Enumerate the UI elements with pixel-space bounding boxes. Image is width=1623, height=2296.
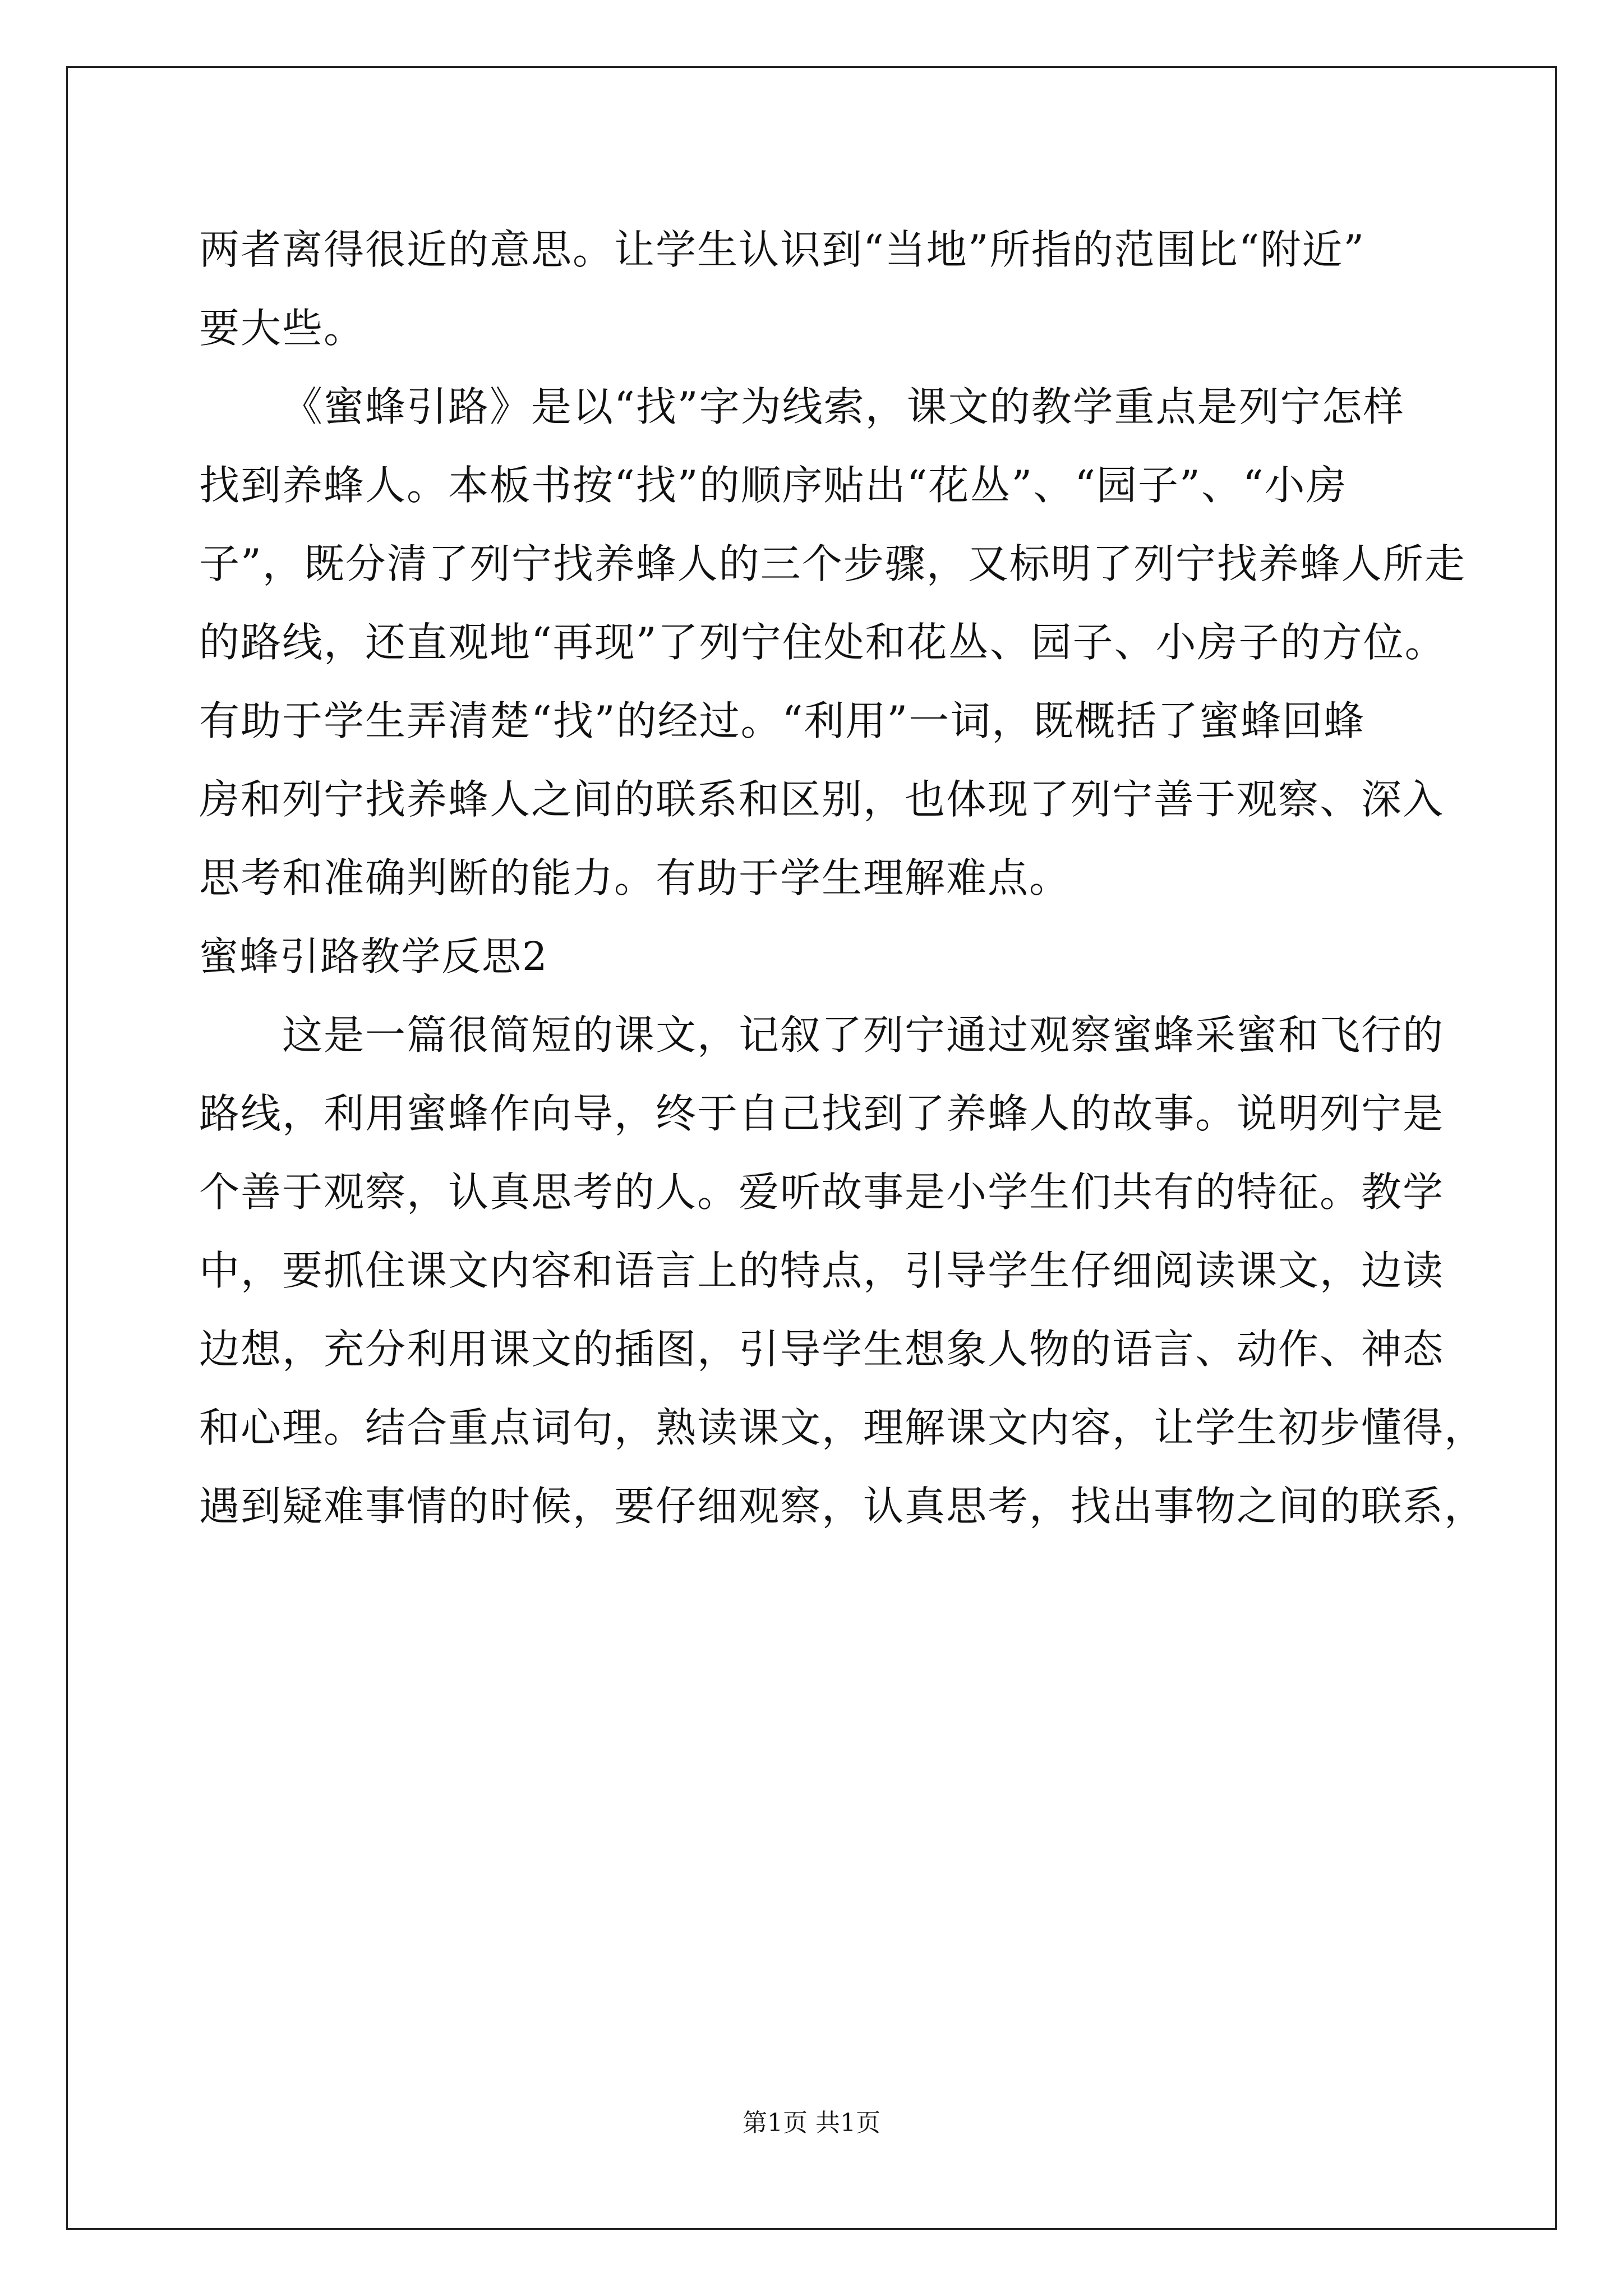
text-line: 的路线，还直观地“再现”了列宁住处和花丛、园子、小房子的方位。 — [199, 619, 1446, 666]
text-line: 找到养蜂人。本板书按“找”的顺序贴出“花丛”、“园子”、“小房 — [199, 462, 1348, 509]
text-line: 边想，充分利用课文的插图，引导学生想象人物的语言、动作、神态 — [199, 1326, 1445, 1373]
text-line: 个善于观察，认真思考的人。爱听故事是小学生们共有的特征。教学 — [199, 1168, 1445, 1216]
paragraph-start-line: 《蜜蜂引路》是以“找”字为线索，课文的教学重点是列宁怎样 — [282, 383, 1405, 430]
text-line: 中，要抓住课文内容和语言上的特点，引导学生仔细阅读课文，边读 — [199, 1247, 1445, 1294]
text-line: 和心理。结合重点词句，熟读课文，理解课文内容，让学生初步懂得， — [199, 1404, 1486, 1451]
paragraph-start-line: 这是一篇很简短的课文，记叙了列宁通过观察蜜蜂采蜜和飞行的 — [282, 1011, 1445, 1059]
text-line: 要大些。 — [199, 305, 366, 352]
text-line: 房和列宁找养蜂人之间的联系和区别，也体现了列宁善于观察、深入 — [199, 776, 1445, 823]
text-line: 路线，利用蜜蜂作向导，终于自己找到了养蜂人的故事。说明列宁是 — [199, 1090, 1445, 1137]
text-line: 有助于学生弄清楚“找”的经过。“利用”一词，既概括了蜜蜂回蜂 — [199, 697, 1366, 744]
text-line: 两者离得很近的意思。让学生认识到“当地”所指的范围比“附近” — [199, 226, 1366, 273]
text-line: 子”，既分清了列宁找养蜂人的三个步骤，又标明了列宁找养蜂人所走 — [199, 540, 1466, 587]
text-line: 遇到疑难事情的时候，要仔细观察，认真思考，找出事物之间的联系， — [199, 1483, 1486, 1530]
document-body — [199, 210, 1486, 1545]
page-footer: 第1页 共1页 — [743, 2109, 880, 2137]
section-heading: 蜜蜂引路教学反思2 — [199, 933, 548, 979]
text-line: 思考和准确判断的能力。有助于学生理解难点。 — [199, 854, 1071, 901]
